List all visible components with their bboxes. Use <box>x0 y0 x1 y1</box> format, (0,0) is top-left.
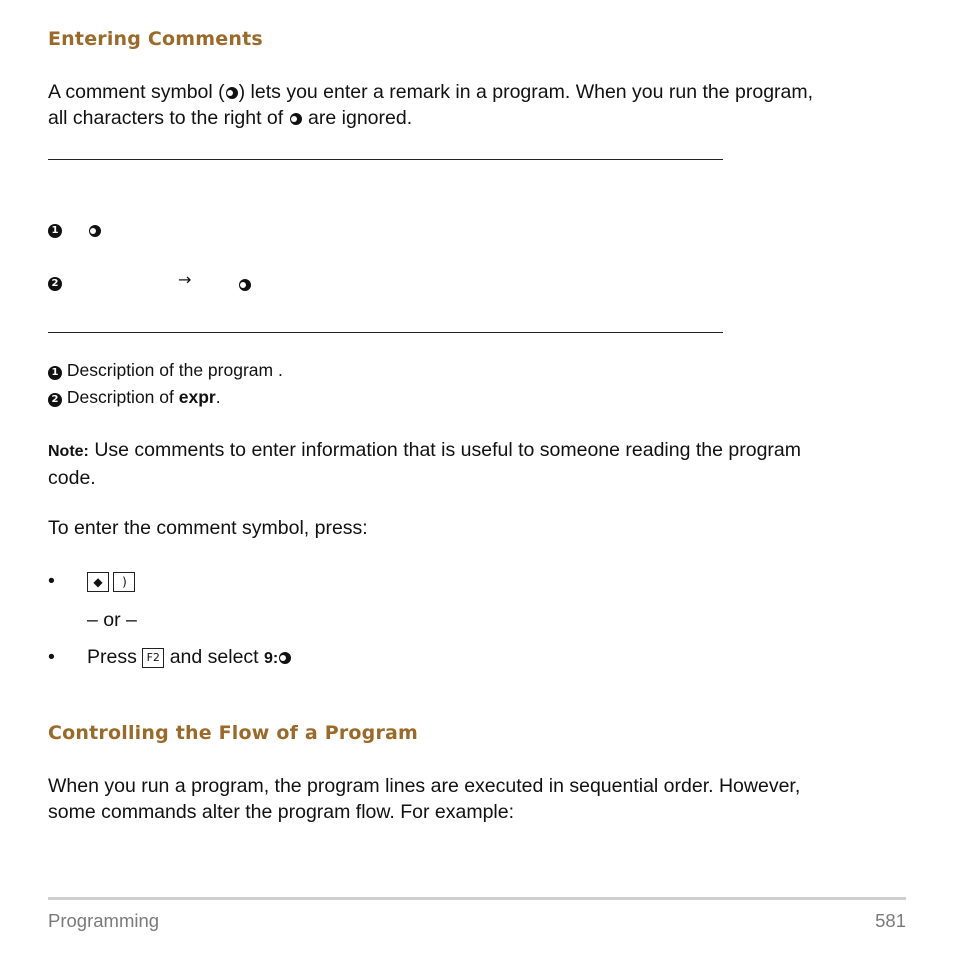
syntax-bottom-rule <box>48 332 723 333</box>
note-line-1 <box>48 437 928 465</box>
description-item-2-end: . <box>215 387 221 407</box>
description-item-2 <box>48 384 221 410</box>
right-paren-key: ) <box>113 572 135 592</box>
diamond-key: ◆ <box>87 572 109 592</box>
syntax-top-rule <box>48 159 723 160</box>
intro-line-2 <box>48 105 918 131</box>
page-number: 581 <box>875 910 906 931</box>
intro-text-d: are ignored. <box>308 107 413 129</box>
or-separator: – or – <box>87 609 137 631</box>
flow-paragraph <box>48 773 928 825</box>
key-sequence-1 <box>87 572 135 592</box>
bullet-1: • <box>48 570 55 592</box>
note-line-2: code. <box>48 467 96 489</box>
callout-2-icon: 2 <box>48 277 62 291</box>
intro-text-a: A comment symbol ( <box>48 81 225 103</box>
comment-symbol-icon <box>290 113 302 125</box>
description-item-1 <box>48 357 283 383</box>
press-f2-instruction <box>87 644 292 672</box>
description-item-2-bold: expr <box>178 387 216 407</box>
syntax-line-1 <box>48 221 62 239</box>
comment-symbol-icon <box>279 652 291 664</box>
note-label: Note: <box>48 443 89 460</box>
callout-1-icon: 1 <box>48 224 62 238</box>
note-text-1: Use comments to enter information that is useful to someone reading the program <box>94 439 802 461</box>
note-paragraph <box>48 437 928 491</box>
and-select-text: and select <box>169 646 259 668</box>
store-arrow-icon: → <box>178 270 192 289</box>
comment-symbol-icon <box>239 279 251 291</box>
callout-1-icon: 1 <box>48 366 62 380</box>
intro-text-c: all characters to the right of <box>48 107 284 129</box>
bullet-2: • <box>48 646 55 668</box>
comment-symbol-icon <box>89 225 101 237</box>
f2-key: F2 <box>142 648 164 668</box>
description-item-1-text: Description of the program . <box>66 360 283 380</box>
intro-paragraph <box>48 79 918 131</box>
footer-section-label: Programming <box>48 910 160 931</box>
syntax-line-2 <box>48 274 62 292</box>
flow-line-1: When you run a program, the program lines are executed in sequential order. However, <box>48 775 801 797</box>
callout-2-icon: 2 <box>48 393 62 407</box>
intro-line-1 <box>48 79 918 105</box>
flow-line-2: some commands alter the program flow. For example: <box>48 801 515 823</box>
menu-item-text: 9: <box>264 650 279 667</box>
footer-rule <box>48 897 906 900</box>
press-text: Press <box>87 646 137 668</box>
instructions-lead: To enter the comment symbol, press: <box>48 517 368 539</box>
intro-text-b: ) lets you enter a remark in a program. When you run the program, <box>238 81 814 103</box>
comment-symbol-icon <box>226 87 238 99</box>
section-heading-controlling-flow: Controlling the Flow of a Program <box>48 722 419 744</box>
section-heading-entering-comments: Entering Comments <box>48 28 263 50</box>
description-item-2-text: Description of <box>66 387 174 407</box>
